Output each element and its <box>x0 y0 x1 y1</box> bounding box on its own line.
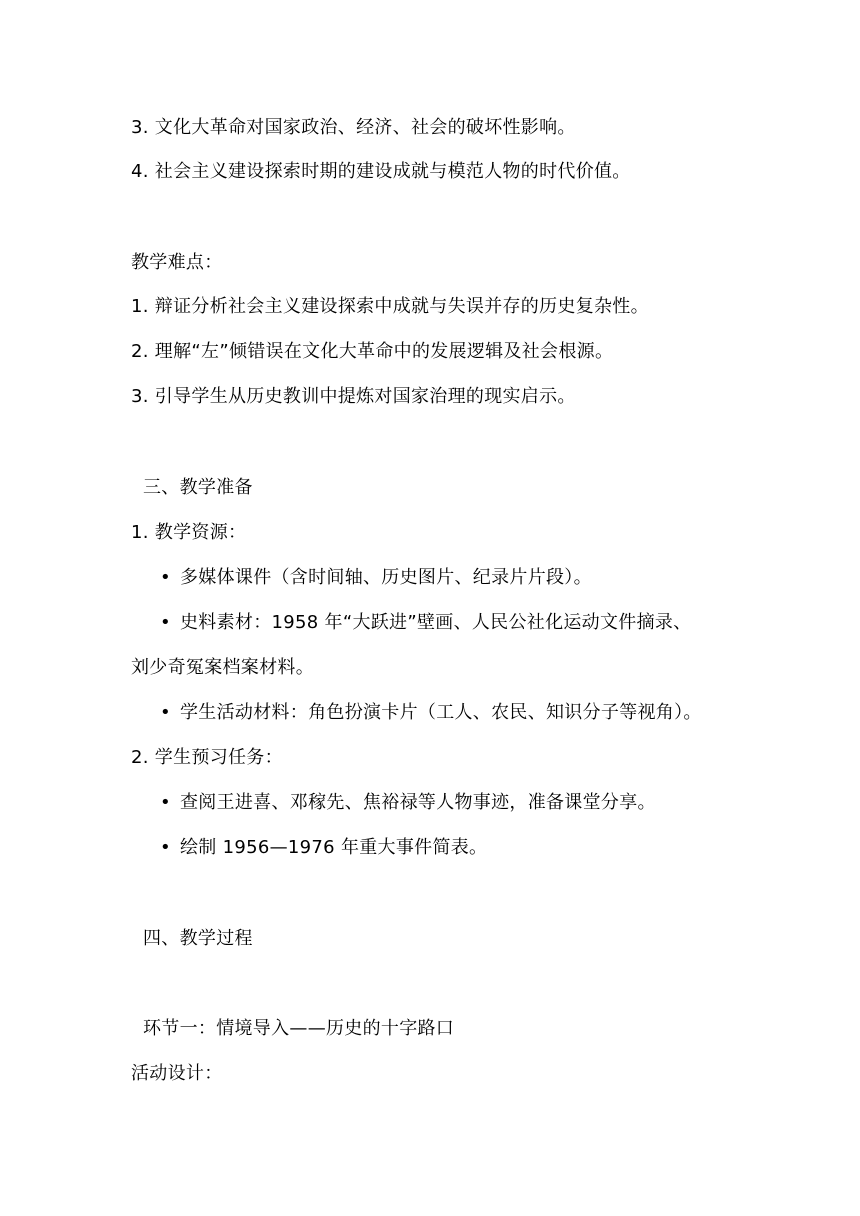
resource-item-2-continued: 刘少奇冤案档案材料。 <box>131 657 314 678</box>
resource-item-2 <box>160 611 691 635</box>
bullet-icon: • <box>160 702 171 723</box>
focus-item-4: 4. 社会主义建设探索时期的建设成就与模范人物的时代价值。 <box>131 161 631 182</box>
preview-text: 查阅王进喜、邓稼先、焦裕禄等人物事迹，准备课堂分享。 <box>180 792 656 813</box>
difficulty-item-3: 3. 引导学生从历史教训中提炼对国家治理的现实启示。 <box>131 386 576 407</box>
preparation-heading: 三、教学准备 <box>143 477 253 498</box>
process-heading: 四、教学过程 <box>143 928 253 949</box>
preview-text: 绘制 1956—1976 年重大事件简表。 <box>180 837 488 858</box>
preview-label: 2. 学生预习任务： <box>131 747 283 768</box>
resource-text: 多媒体课件（含时间轴、历史图片、纪录片片段）。 <box>180 567 592 588</box>
resource-text: 史料素材：1958 年“大跃进”壁画、人民公社化运动文件摘录、 <box>180 612 692 633</box>
resource-item-3 <box>160 701 702 725</box>
bullet-icon: • <box>160 612 171 633</box>
preview-item-2 <box>160 836 487 860</box>
difficulty-item-2: 2. 理解“左”倾错误在文化大革命中的发展逻辑及社会根源。 <box>131 341 614 362</box>
bullet-icon: • <box>160 567 171 588</box>
bullet-icon: • <box>160 792 171 813</box>
difficulty-item-1: 1. 辩证分析社会主义建设探索中成就与失误并存的历史复杂性。 <box>131 296 649 317</box>
stage-1-heading: 环节一：情境导入——历史的十字路口 <box>143 1018 455 1039</box>
bullet-icon: • <box>160 837 171 858</box>
resources-label: 1. 教学资源： <box>131 522 247 543</box>
focus-item-3: 3. 文化大革命对国家政治、经济、社会的破坏性影响。 <box>131 117 576 138</box>
difficulties-heading: 教学难点： <box>131 252 223 273</box>
preview-item-1 <box>160 791 656 815</box>
activity-label: 活动设计： <box>131 1063 223 1084</box>
resource-item-1 <box>160 566 592 590</box>
resource-text: 学生活动材料：角色扮演卡片（工人、农民、知识分子等视角）。 <box>180 702 702 723</box>
